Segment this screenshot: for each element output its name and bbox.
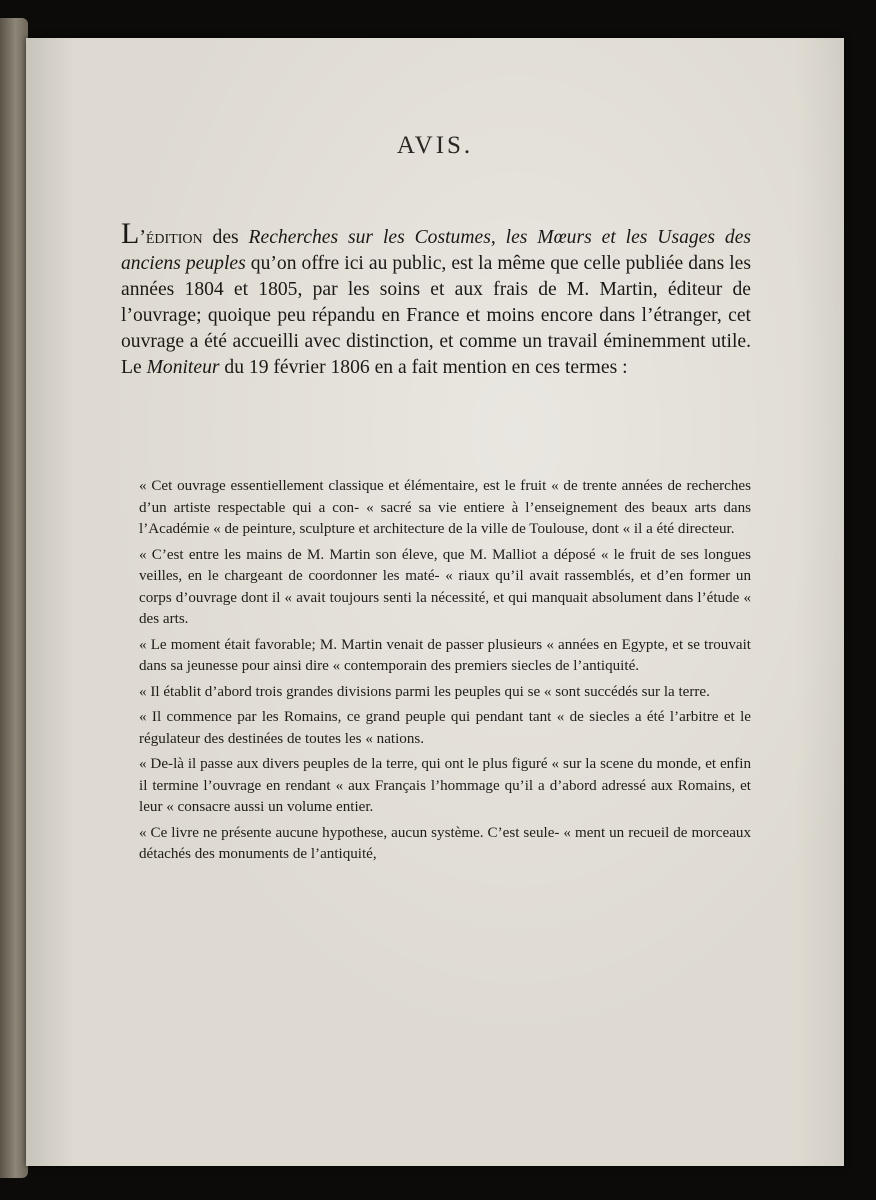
lead-text-2: , xyxy=(490,227,506,248)
quote-paragraph: « Ce livre ne présente aucune hypothese, aucun système. C’est seule- « ment un recueil de morceaux détachés des monuments de l’antiquité, xyxy=(139,824,751,862)
quoted-passage xyxy=(139,476,751,870)
quote-paragraph: « Il établit d’abord trois grandes divisions parmi les peuples qui se « sont succédés sur la terre. xyxy=(139,683,710,700)
lead-text-3: qu’on offre ici au public, est la même que celle publiée dans les années 1804 et 1805, par les soins et aux frais de M. Martin, éditeur de l’ouvrage; quoique peu répandu en France et moins encore dans l’étranger, cet ouvrage a été accueilli avec distinction, et comme un travail éminemment utile. Le xyxy=(121,253,751,378)
quote-paragraph: « Il commence par les Romains, ce grand peuple qui pendant tant « de siecles a été l’arbitre et le régulateur des destinées de toutes les « nations. xyxy=(139,709,751,747)
lead-paragraph xyxy=(121,217,752,381)
lead-italic-3: Moniteur xyxy=(146,357,220,378)
lead-text-1: des xyxy=(202,227,249,248)
book-spine-edge xyxy=(0,18,28,1178)
lead-italic-1: Recherches sur les Costumes xyxy=(248,227,491,248)
lead-text-4: du 19 février 1806 en a fait mention en ces termes : xyxy=(219,357,628,378)
drop-cap-letter: L xyxy=(121,217,140,250)
quote-paragraph: « Cet ouvrage essentiellement classique et élémentaire, est le fruit « de trente années de recherches d’un artiste respectable qui a con- « sacré sa vie entiere à l’enseignement des beaux arts dans l’Académie « de peinture, sculpture et architecture de la ville de Toulouse, dont « il a été directeur. xyxy=(139,478,751,537)
quote-paragraph: « C’est entre les mains de M. Martin son éleve, que M. Malliot a déposé « le fruit de ses longues veilles, en le chargeant de coordonner les maté- « riaux qu’il avait rassemblés, et d’en former un corps d’ouvrage dont il « avait toujours senti la nécessité, et qui manquait absolument dans l’étude « des arts. xyxy=(139,546,751,627)
book-page xyxy=(26,38,844,1166)
page-title: AVIS. xyxy=(396,132,474,159)
quote-paragraph: « Le moment était favorable; M. Martin venait de passer plusieurs « années en Egypte, et se trouvait dans sa jeunesse pour ainsi dire « contemporain des premiers siecles de l’antiquité. xyxy=(139,636,751,674)
lead-italic-2: les Mœurs et les Usages des anciens peuples xyxy=(121,227,752,274)
lead-smallcaps-word: ’édition xyxy=(139,227,203,248)
quote-paragraph: « De-là il passe aux divers peuples de la terre, qui ont le plus figuré « sur la scene du monde, et enfin il termine l’ouvrage en rendant « aux Français l’hommage qu’il a d’abord adressé aux Romains, et leur « consacre aussi un volume entier. xyxy=(139,756,751,815)
